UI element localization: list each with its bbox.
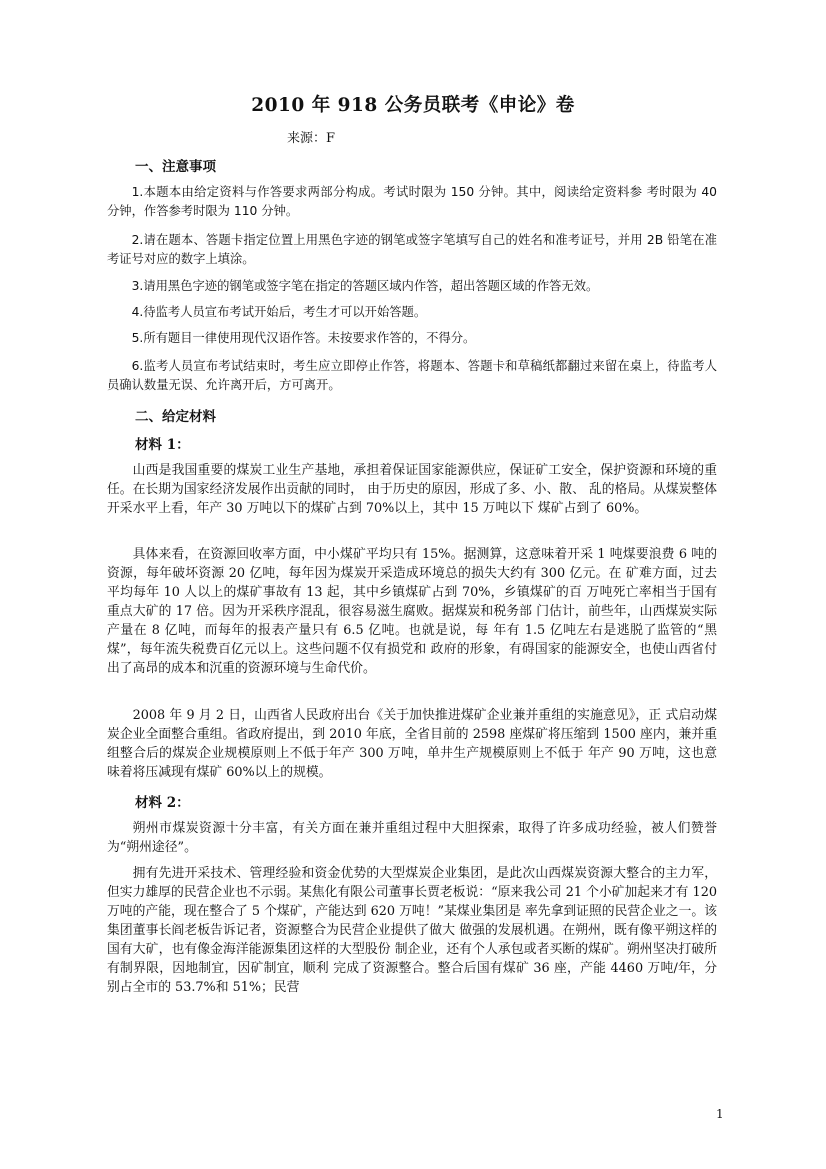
note-item-2: 2.请在题本、答题卡指定位置上用黑色字迹的钢笔或签字笔填写自己的姓名和准考证号，并用 2B 铅笔在准考证号对应的数字上填涂。: [107, 233, 717, 266]
material-1-paragraph-3: 2008 年 9 月 2 日，山西省人民政府出台《关于加快推进煤矿企业兼并重组的实施意见》，正 式启动煤炭企业全面整合重组。省政府提出，到 2010 年底，全省目前的 2598 座煤矿将压缩到 1500 座内，兼并重组整合后的煤炭企业规模原则上不低于年产 300 万吨，单井生产规模原则上不低于 年产 90 万吨，这也意味着将压减现有煤矿 60%以上的规模。: [107, 708, 717, 780]
note-item-5: 5.所有题目一律使用现代汉语作答。未按要求作答的，不得分。: [131, 331, 476, 345]
note-item-6: 6.监考人员宣布考试结束时，考生应立即停止作答，将题本、答题卡和草稿纸都翻过来留在桌上，待监考人员确认数量无误、允许离开后，方可离开。: [107, 359, 717, 392]
note-item-3: 3.请用黑色字迹的钢笔或签字笔在指定的答题区域内作答，超出答题区域的作答无效。: [131, 279, 599, 293]
material-1-heading: 材料 1：: [135, 437, 190, 453]
section-heading-materials: 二、给定材料: [135, 409, 216, 425]
note-item-4: 4.待监考人员宣布考试开始后，考生才可以开始答题。: [131, 305, 427, 319]
material-1-paragraph-1: 山西是我国重要的煤炭工业生产基地，承担着保证国家能源供应，保证矿工安全，保护资源和环境的重任。在长期为国家经济发展作出贡献的同时， 由于历史的原因，形成了多、小、散、 乱的格局。从煤炭整体开采水平上看，年产 30 万吨以下的煤矿占到 70%以上，其中 15 万吨以下 煤矿占到了 60%。: [107, 463, 717, 516]
material-2-paragraph-1: 朔州市煤炭资源十分丰富，有关方面在兼并重组过程中大胆探索，取得了许多成功经验，被人们赞誉为“朔州途径”。: [107, 821, 717, 855]
material-2-heading: 材料 2：: [135, 795, 190, 811]
material-2-paragraph-2: 拥有先进开采技术、管理经验和资金优势的大型煤炭企业集团，是此次山西煤炭资源大整合的主力军，但实力雄厚的民营企业也不示弱。某焦化有限公司董事长贾老板说：“原来我公司 21 个小矿加起来才有 120 万吨的产能，现在整合了 5 个煤矿，产能达到 620 万吨！”某煤业集团是 率先拿到证照的民营企业之一。该集团董事长阎老板告诉记者，资源整合为民营企业提供了做大 做强的发展机遇。在朔州，既有像平朔这样的国有大矿，也有像金海洋能源集团这样的大型股份 制企业，还有个人承包或者买断的煤矿。朔州坚决打破所有制界限，因地制宜，因矿制宜，顺利 完成了资源整合。整合后国有煤矿 36 座，产能 4460 万吨/年，分别占全市的 53.7%和 51%；民营: [107, 866, 717, 995]
note-item-1: 1.本题本由给定资料与作答要求两部分构成。考试时限为 150 分钟。其中，阅读给定资料参 考时限为 40 分钟，作答参考时限为 110 分钟。: [107, 185, 717, 218]
page-number: 1: [716, 1107, 724, 1121]
document-title: 2010 年 918 公务员联考《申论》卷: [251, 95, 575, 116]
material-1-paragraph-2: 具体来看，在资源回收率方面，中小煤矿平均只有 15%。据测算，这意味着开采 1 吨煤要浪费 6 吨的资源，每年破坏资源 20 亿吨，每年因为煤炭开采造成环境总的损失大约有 300 亿元。在 矿难方面，过去平均每年 10 人以上的煤矿事故有 13 起，其中乡镇煤矿占到 70%，乡镇煤矿的百 万吨死亡率相当于国有重点大矿的 17 倍。因为开采秩序混乱，很容易滋生腐败。据煤炭和税务部 门估计，前些年，山西煤炭实际产量在 8 亿吨，而每年的报表产量只有 6.5 亿吨。也就是说，每 年有 1.5 亿吨左右是逃脱了监管的“黑煤”，每年流失税费百亿元以上。这些问题不仅有损党和 政府的形象，有碍国家的能源安全，也使山西省付出了高昂的成本和沉重的资源环境与生命代价。: [107, 547, 717, 676]
source-line: 来源：F: [287, 131, 336, 146]
section-heading-notes: 一、注意事项: [135, 159, 216, 175]
